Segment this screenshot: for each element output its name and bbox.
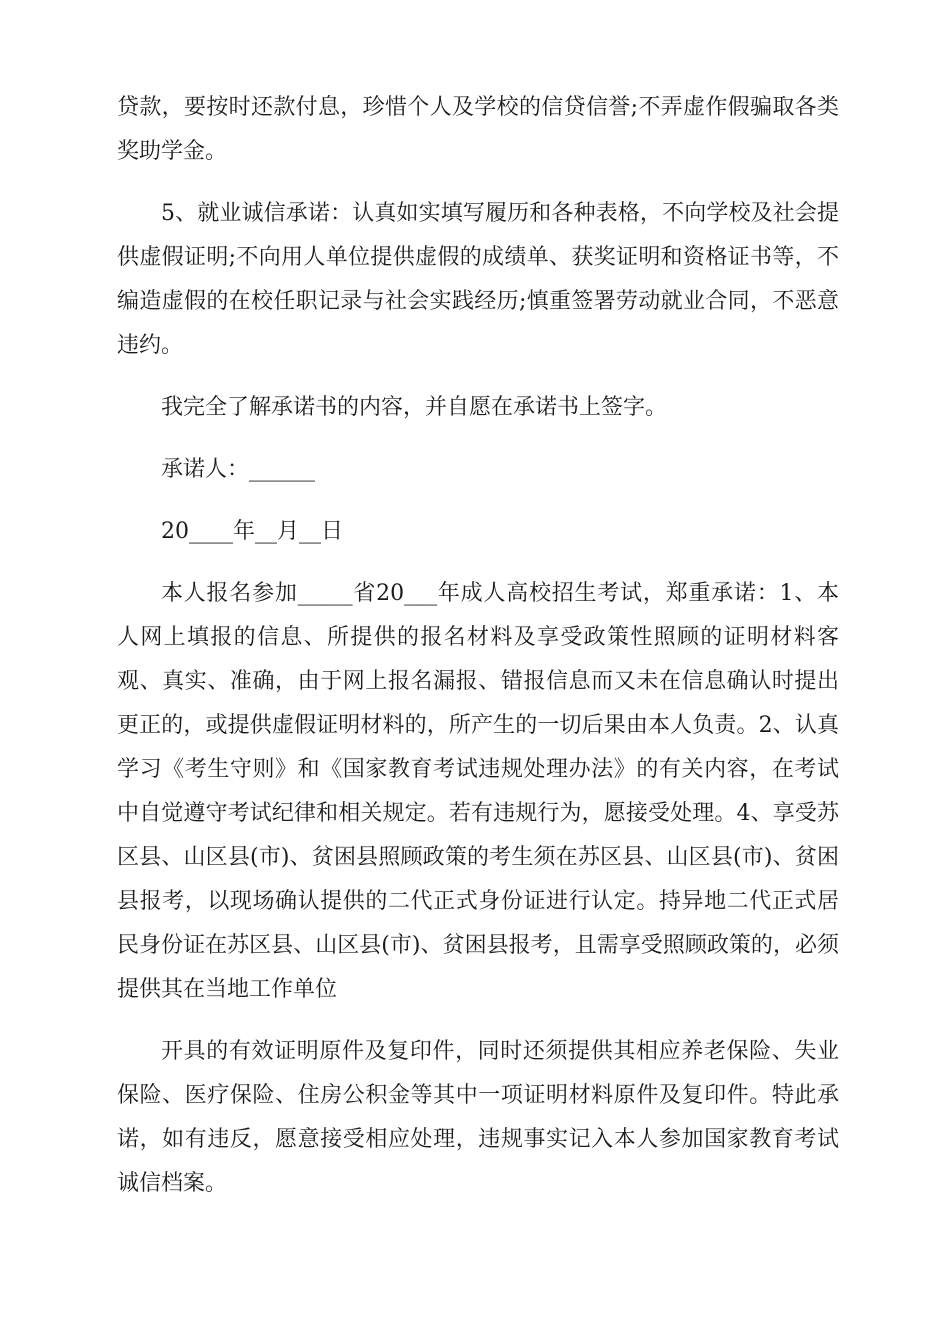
- document-body: [117, 86, 839, 1224]
- signature-line: 承诺人：______: [161, 457, 316, 482]
- paragraph-employment-integrity: 5、就业诚信承诺：认真如实填写履历和各种表格，不向学校及社会提供虚假证明;不向用人单位提供虚假的成绩单、获奖证明和资格证书等，不编造虚假的在校任职记录与社会实践经历;慎重签署劳动就业合同，不恶意违约。: [117, 201, 839, 358]
- paragraph-exam-pledge: 本人报名参加_____省20___年成人高校招生考试，郑重承诺：1、本人网上填报的信息、所提供的报名材料及享受政策性照顾的证明材料客观、真实、准确，由于网上报名漏报、错报信息而又未在信息确认时提出更正的，或提供虚假证明材料的，所产生的一切后果由本人负责。2、认真学习《考生守则》和《国家教育考试违规处理办法》的有关内容，在考试中自觉遵守考试纪律和相关规定。若有违规行为，愿接受处理。4、享受苏区县、山区县(市)、贫困县照顾政策的考生须在苏区县、山区县(市)、贫困县报考，以现场确认提供的二代正式身份证进行认定。持异地二代正式居民身份证在苏区县、山区县(市)、贫困县报考，且需享受照顾政策的，必须提供其在当地工作单位: [117, 581, 839, 1002]
- date-line: 20____年__月__日: [161, 519, 343, 544]
- paragraph-exam-pledge-continued: 开具的有效证明原件及复印件，同时还须提供其相应养老保险、失业保险、医疗保险、住房公积金等其中一项证明材料原件及复印件。特此承诺，如有违反，愿意接受相应处理，违规事实记入本人参加国家教育考试诚信档案。: [117, 1039, 839, 1196]
- paragraph-acknowledgement: 我完全了解承诺书的内容，并自愿在承诺书上签字。: [161, 395, 668, 420]
- paragraph-loan-integrity: 贷款，要按时还款付息，珍惜个人及学校的信贷信誉;不弄虚作假骗取各类奖助学金。: [117, 95, 839, 164]
